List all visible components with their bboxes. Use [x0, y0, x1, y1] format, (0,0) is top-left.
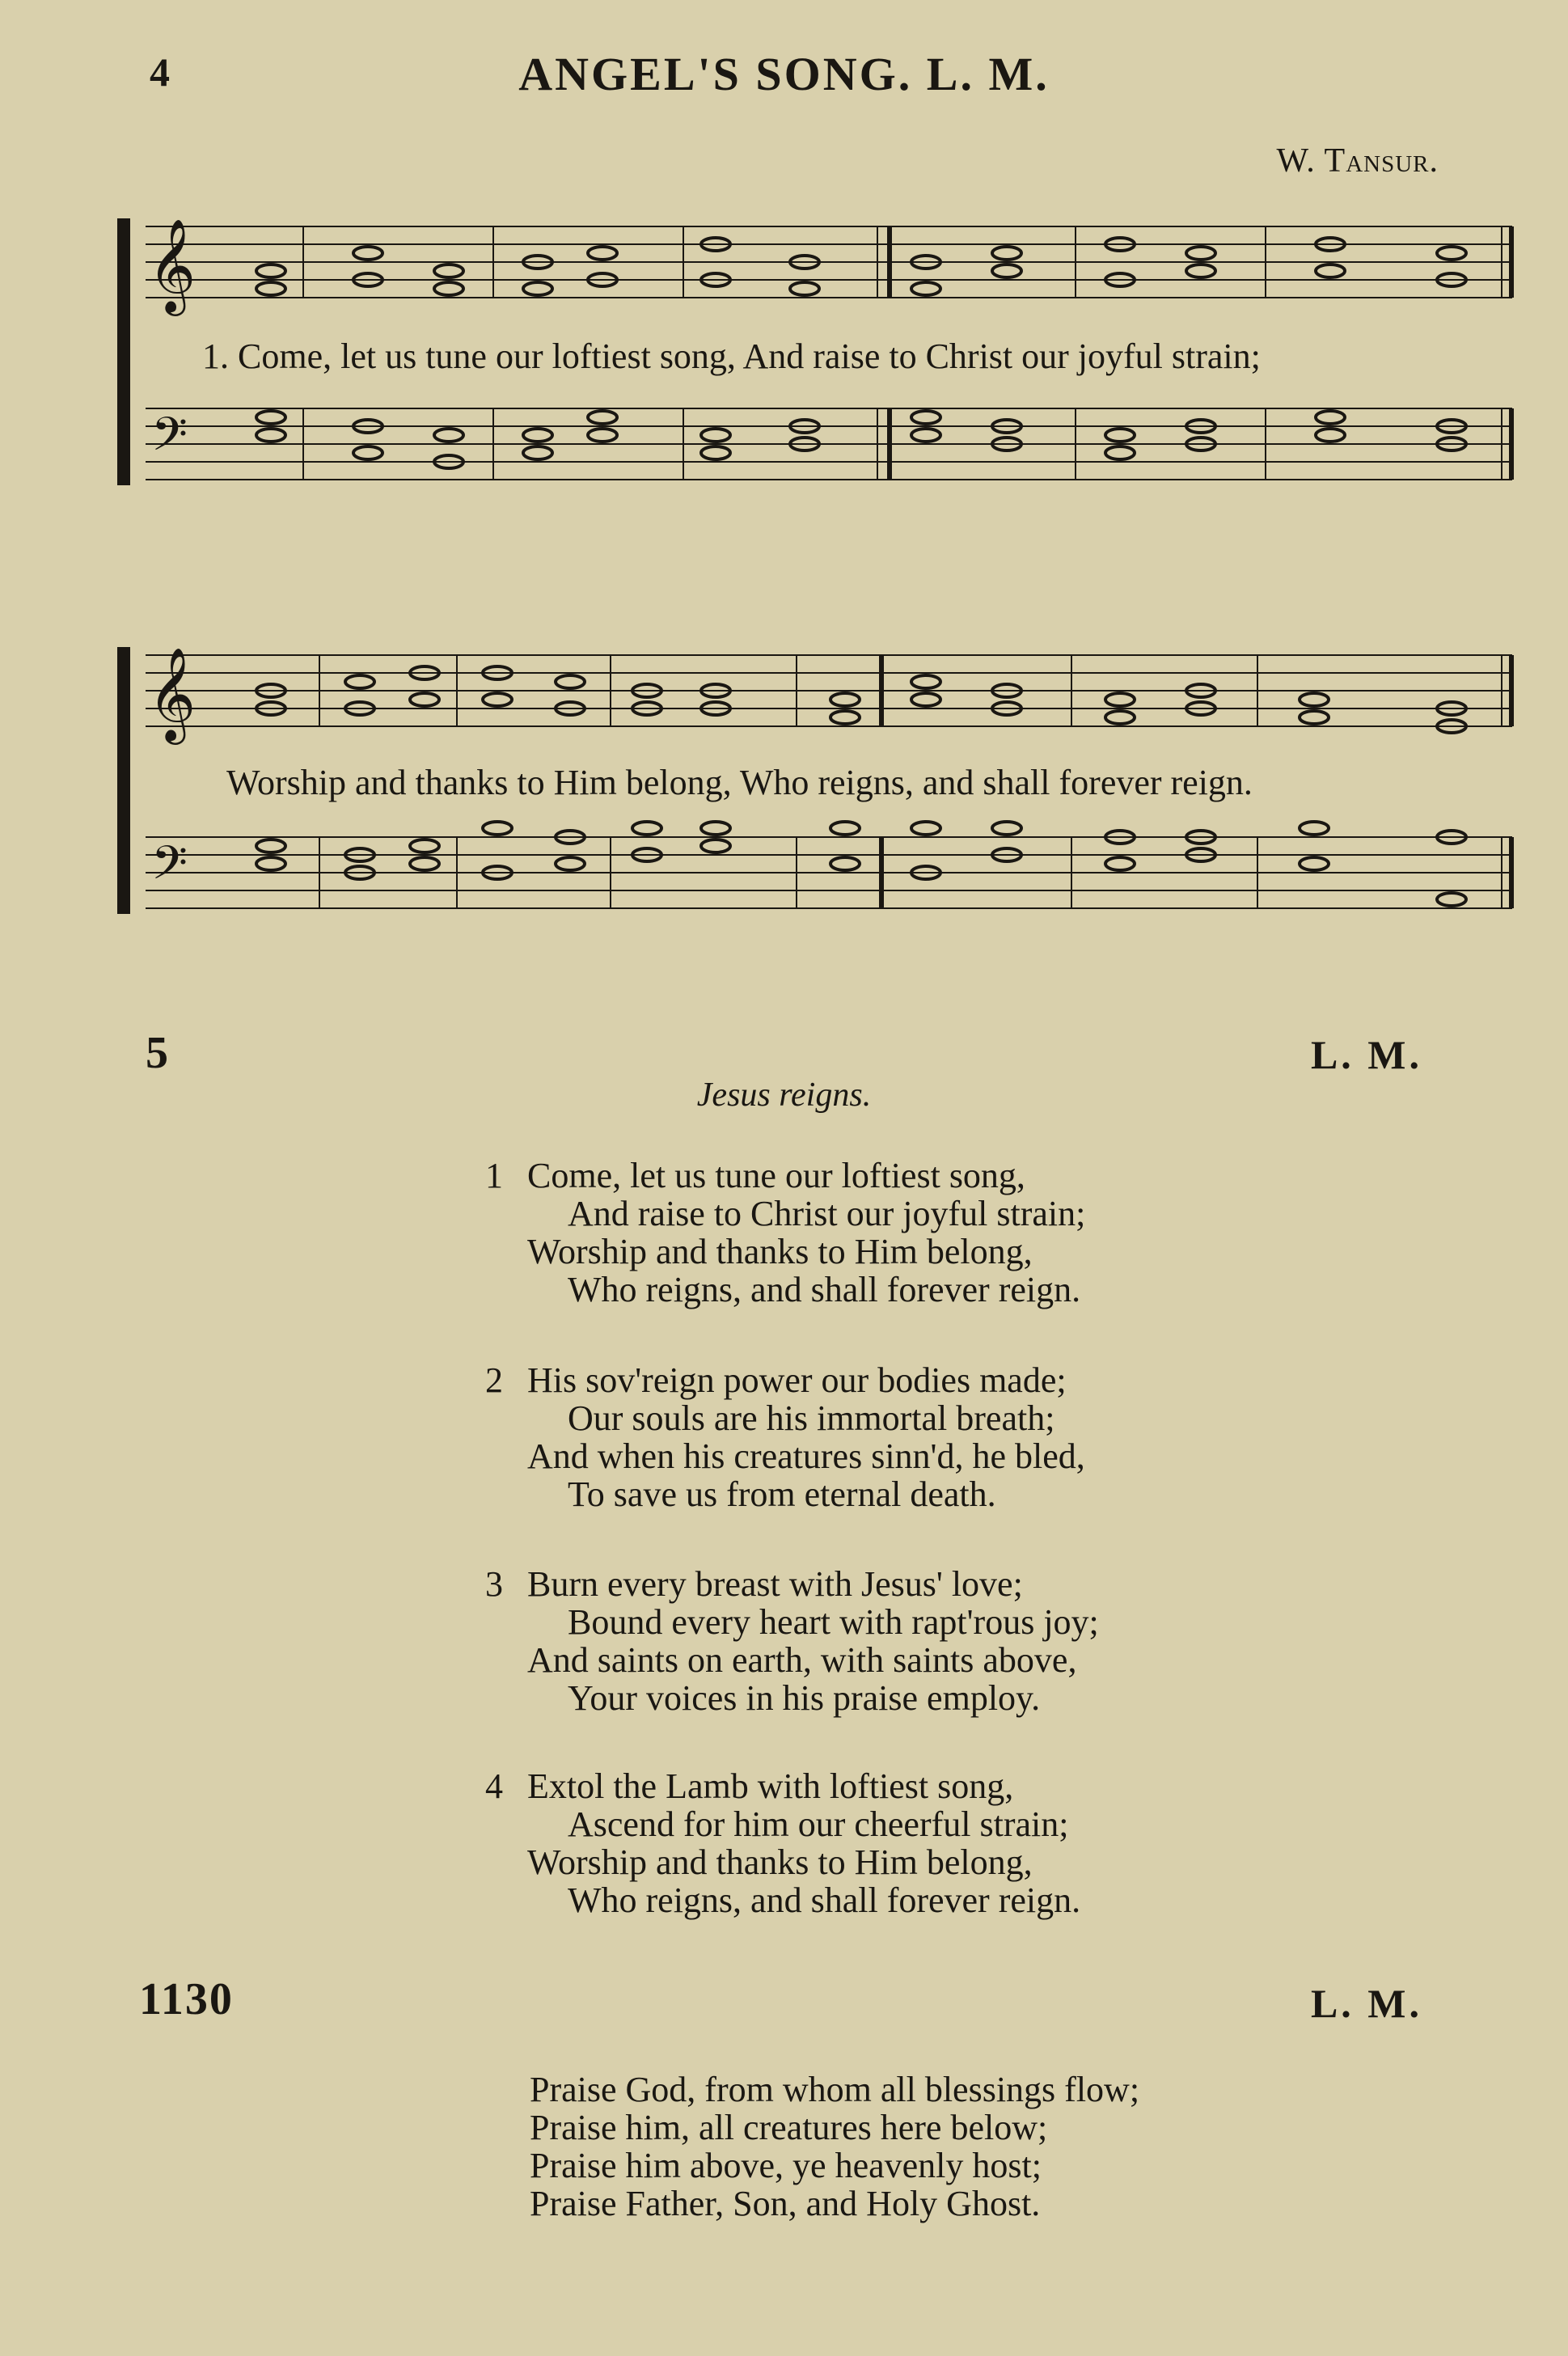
stanza-line: His sov'reign power our bodies made;	[527, 1360, 1067, 1400]
stanza-2	[485, 1361, 1085, 1513]
doxology-line: Praise God, from whom all blessings flow;	[530, 2070, 1140, 2109]
hymn-5-meter: L. M.	[1310, 1032, 1422, 1077]
stanza-1	[485, 1157, 1085, 1309]
treble-staff	[146, 655, 1512, 726]
brace-bar	[117, 647, 130, 914]
lyric-line-1: 1. Come, let us tune our loftiest song, And raise to Christ our joyful strain;	[202, 336, 1261, 376]
bass-staff	[146, 837, 1512, 908]
bass-clef: 𝄢	[151, 835, 188, 902]
hymn-5-subtitle: Jesus reigns.	[696, 1076, 872, 1114]
stanza-line: Ascend for him our cheerful strain;	[568, 1804, 1069, 1844]
hymn-tune-title: ANGEL'S SONG. L. M.	[518, 48, 1050, 100]
treble-clef: 𝄞	[148, 646, 197, 741]
doxology-line: Praise him above, ye heavenly host;	[530, 2146, 1042, 2185]
stanza-line: And saints on earth, with saints above,	[527, 1640, 1077, 1680]
stanza-line: To save us from eternal death.	[568, 1474, 996, 1514]
composer: W. Tansur.	[1276, 142, 1439, 180]
page-number: 4	[150, 49, 170, 95]
stanza-line: Who reigns, and shall forever reign.	[568, 1880, 1081, 1920]
stanza-line: Burn every breast with Jesus' love;	[527, 1564, 1023, 1604]
brace-bar	[117, 218, 130, 485]
bass-clef: 𝄢	[151, 407, 188, 473]
stanza-number: 2	[485, 1360, 503, 1400]
hymn-number-5: 5	[146, 1028, 170, 1078]
stanza-line: Come, let us tune our loftiest song,	[527, 1156, 1025, 1195]
stanza-line: Worship and thanks to Him belong,	[527, 1232, 1033, 1271]
stanza-number: 1	[485, 1156, 503, 1195]
bass-staff	[146, 408, 1512, 480]
stanza-line: And raise to Christ our joyful strain;	[568, 1194, 1086, 1233]
stanza-line: Extol the Lamb with loftiest song,	[527, 1766, 1014, 1806]
hymn-number-1130: 1130	[139, 1974, 234, 2024]
stanza-number: 3	[485, 1564, 503, 1604]
treble-staff	[146, 226, 1512, 298]
doxology-line: Praise him, all creatures here below;	[530, 2108, 1048, 2147]
stanza-number: 4	[485, 1766, 503, 1806]
stanza-line: Your voices in his praise employ.	[568, 1678, 1041, 1718]
stanza-line: Our souls are his immortal breath;	[568, 1398, 1055, 1438]
lyric-line-2: Worship and thanks to Him belong, Who reigns, and shall forever reign.	[226, 763, 1253, 802]
doxology-line: Praise Father, Son, and Holy Ghost.	[530, 2184, 1041, 2223]
treble-clef: 𝄞	[148, 218, 197, 312]
stanza-line: Bound every heart with rapt'rous joy;	[568, 1602, 1099, 1642]
stanza-4	[485, 1767, 1080, 1919]
stanza-line: Worship and thanks to Him belong,	[527, 1842, 1033, 1882]
hymn-1130-meter: L. M.	[1310, 1981, 1422, 2026]
stanza-line: Who reigns, and shall forever reign.	[568, 1270, 1081, 1309]
stanza-3	[485, 1565, 1099, 1717]
doxology	[530, 2070, 1139, 2223]
stanza-line: And when his creatures sinn'd, he bled,	[527, 1436, 1085, 1476]
